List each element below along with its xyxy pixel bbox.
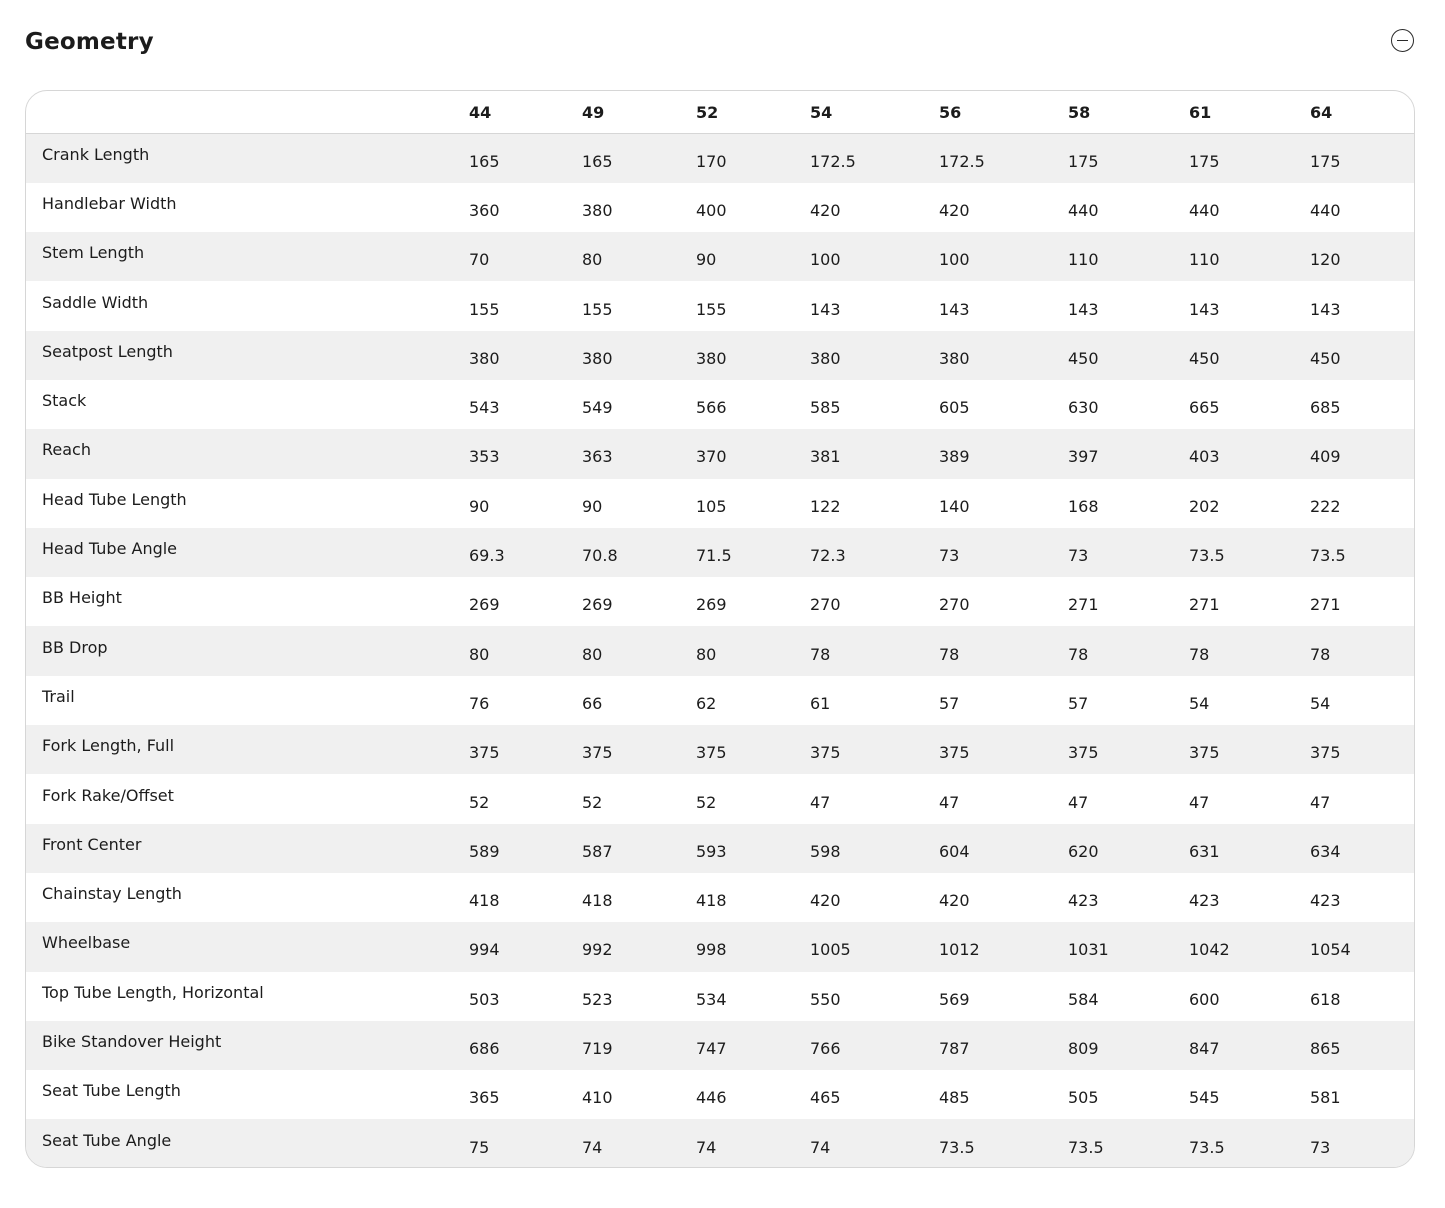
table-row: [26, 1021, 1415, 1070]
table-cell: 222: [1310, 496, 1341, 516]
table-cell: 465: [810, 1088, 841, 1108]
table-cell: 998: [696, 940, 727, 960]
table-cell: 545: [1189, 1088, 1220, 1108]
table-cell: 505: [1068, 1088, 1099, 1108]
table-cell: 47: [810, 792, 831, 812]
table-cell: 566: [696, 398, 727, 418]
table-row: [26, 232, 1415, 281]
section-title: Geometry: [25, 29, 154, 55]
table-cell: 80: [582, 250, 603, 270]
row-label: Fork Length, Full: [42, 736, 175, 756]
table-cell: 271: [1189, 595, 1220, 615]
table-cell: 78: [1189, 644, 1210, 664]
table-cell: 74: [696, 1137, 717, 1157]
table-cell: 747: [696, 1038, 727, 1058]
table-cell: 1031: [1068, 940, 1109, 960]
table-cell: 375: [939, 743, 970, 763]
table-cell: 593: [696, 841, 727, 861]
table-cell: 380: [582, 348, 613, 368]
table-cell: 175: [1068, 151, 1099, 171]
table-cell: 140: [939, 496, 970, 516]
size-header-cell: 49: [582, 91, 696, 134]
table-cell: 122: [810, 496, 841, 516]
table-cell: 69.3: [469, 546, 505, 566]
table-cell: 52: [469, 792, 490, 812]
table-cell: 110: [1189, 250, 1220, 270]
table-cell: 170: [696, 151, 727, 171]
table-cell: 665: [1189, 398, 1220, 418]
table-cell: 375: [696, 743, 727, 763]
table-cell: 62: [696, 693, 717, 713]
table-cell: 420: [939, 891, 970, 911]
row-label: Head Tube Angle: [42, 539, 178, 559]
table-cell: 76: [469, 693, 490, 713]
table-cell: 269: [696, 595, 727, 615]
row-label: Top Tube Length, Horizontal: [42, 982, 264, 1002]
table-cell: 618: [1310, 989, 1341, 1009]
table-cell: 865: [1310, 1038, 1341, 1058]
table-cell: 47: [1068, 792, 1089, 812]
row-label: Chainstay Length: [42, 884, 182, 904]
table-cell: 120: [1310, 250, 1341, 270]
table-cell: 423: [1068, 891, 1099, 911]
table-cell: 620: [1068, 841, 1099, 861]
table-cell: 73: [1310, 1137, 1331, 1157]
table-cell: 423: [1189, 891, 1220, 911]
table-cell: 380: [582, 200, 613, 220]
table-cell: 418: [696, 891, 727, 911]
table-cell: 1054: [1310, 940, 1351, 960]
table-cell: 630: [1068, 398, 1099, 418]
table-cell: 80: [582, 644, 603, 664]
table-cell: 420: [939, 200, 970, 220]
table-cell: 54: [1310, 693, 1331, 713]
table-cell: 400: [696, 200, 727, 220]
table-cell: 534: [696, 989, 727, 1009]
table-cell: 143: [1068, 299, 1099, 319]
row-label: Stack: [42, 391, 87, 411]
table-row: [26, 281, 1415, 330]
table-cell: 155: [696, 299, 727, 319]
table-cell: 168: [1068, 496, 1099, 516]
row-label: Head Tube Length: [42, 489, 187, 509]
row-label: Reach: [42, 440, 91, 460]
table-cell: 363: [582, 447, 613, 467]
table-cell: 175: [1310, 151, 1341, 171]
table-row: [26, 429, 1415, 478]
row-label: Bike Standover Height: [42, 1031, 222, 1051]
table-cell: 375: [582, 743, 613, 763]
table-cell: 61: [810, 693, 831, 713]
header-label-cell: [26, 91, 469, 134]
table-cell: 47: [939, 792, 960, 812]
row-label: BB Height: [42, 588, 122, 608]
table-cell: 389: [939, 447, 970, 467]
table-cell: 485: [939, 1088, 970, 1108]
table-row: [26, 479, 1415, 528]
table-cell: 523: [582, 989, 613, 1009]
table-cell: 202: [1189, 496, 1220, 516]
table-cell: 440: [1068, 200, 1099, 220]
table-cell: 450: [1068, 348, 1099, 368]
table-cell: 70.8: [582, 546, 618, 566]
table-cell: 155: [582, 299, 613, 319]
row-label: Crank Length: [42, 144, 150, 164]
table-cell: 72.3: [810, 546, 846, 566]
table-cell: 809: [1068, 1038, 1099, 1058]
size-header-cell: 44: [469, 91, 582, 134]
table-cell: 73.5: [939, 1137, 975, 1157]
table-cell: 73.5: [1310, 546, 1346, 566]
table-cell: 585: [810, 398, 841, 418]
table-cell: 719: [582, 1038, 613, 1058]
table-cell: 155: [469, 299, 500, 319]
table-row: [26, 183, 1415, 232]
table-cell: 100: [939, 250, 970, 270]
collapse-button[interactable]: [1391, 29, 1414, 52]
table-cell: 90: [469, 496, 490, 516]
table-cell: 686: [469, 1038, 500, 1058]
row-label: Seatpost Length: [42, 341, 173, 361]
table-cell: 80: [696, 644, 717, 664]
table-cell: 70: [469, 250, 490, 270]
table-cell: 375: [810, 743, 841, 763]
table-cell: 409: [1310, 447, 1341, 467]
table-cell: 143: [1189, 299, 1220, 319]
size-header-cell: 64: [1310, 91, 1415, 134]
table-cell: 605: [939, 398, 970, 418]
table-cell: 375: [1189, 743, 1220, 763]
table-cell: 143: [810, 299, 841, 319]
table-cell: 992: [582, 940, 613, 960]
table-row: [26, 1119, 1415, 1168]
table-cell: 397: [1068, 447, 1099, 467]
table-cell: 365: [469, 1088, 500, 1108]
table-cell: 73: [1068, 546, 1089, 566]
geometry-table: [26, 91, 1415, 1168]
table-cell: 143: [1310, 299, 1341, 319]
table-cell: 418: [582, 891, 613, 911]
row-label: Handlebar Width: [42, 193, 177, 213]
table-cell: 90: [582, 496, 603, 516]
table-cell: 74: [810, 1137, 831, 1157]
table-cell: 73.5: [1189, 546, 1225, 566]
table-cell: 270: [939, 595, 970, 615]
table-cell: 1042: [1189, 940, 1230, 960]
table-cell: 71.5: [696, 546, 732, 566]
table-cell: 634: [1310, 841, 1341, 861]
table-cell: 380: [810, 348, 841, 368]
table-cell: 440: [1189, 200, 1220, 220]
table-cell: 380: [939, 348, 970, 368]
table-cell: 600: [1189, 989, 1220, 1009]
table-cell: 100: [810, 250, 841, 270]
table-row: [26, 1070, 1415, 1119]
table-cell: 73: [939, 546, 960, 566]
row-label: Front Center: [42, 834, 142, 854]
table-cell: 78: [1068, 644, 1089, 664]
table-row: [26, 725, 1415, 774]
table-cell: 766: [810, 1038, 841, 1058]
table-cell: 80: [469, 644, 490, 664]
row-label: Stem Length: [42, 243, 145, 263]
table-row: [26, 380, 1415, 429]
table-cell: 175: [1189, 151, 1220, 171]
table-cell: 73.5: [1189, 1137, 1225, 1157]
header-row: [26, 91, 1415, 134]
table-cell: 375: [469, 743, 500, 763]
table-cell: 269: [469, 595, 500, 615]
table-cell: 110: [1068, 250, 1099, 270]
table-row: [26, 972, 1415, 1021]
row-label: Seat Tube Length: [42, 1081, 181, 1101]
table-cell: 380: [469, 348, 500, 368]
table-cell: 269: [582, 595, 613, 615]
table-cell: 78: [810, 644, 831, 664]
table-cell: 143: [939, 299, 970, 319]
table-cell: 410: [582, 1088, 613, 1108]
table-cell: 420: [810, 891, 841, 911]
table-cell: 994: [469, 940, 500, 960]
table-cell: 74: [582, 1137, 603, 1157]
table-row: [26, 577, 1415, 626]
table-cell: 375: [1310, 743, 1341, 763]
table-row: [26, 824, 1415, 873]
table-cell: 787: [939, 1038, 970, 1058]
row-label: Saddle Width: [42, 292, 149, 312]
table-cell: 57: [1068, 693, 1089, 713]
table-cell: 381: [810, 447, 841, 467]
table-cell: 440: [1310, 200, 1341, 220]
table-cell: 581: [1310, 1088, 1341, 1108]
table-cell: 165: [469, 151, 500, 171]
table-cell: 78: [1310, 644, 1331, 664]
table-cell: 47: [1189, 792, 1210, 812]
geometry-table-container: [25, 90, 1415, 1168]
table-cell: 598: [810, 841, 841, 861]
table-cell: 172.5: [810, 151, 856, 171]
table-cell: 165: [582, 151, 613, 171]
table-cell: 52: [696, 792, 717, 812]
table-cell: 271: [1310, 595, 1341, 615]
table-cell: 450: [1189, 348, 1220, 368]
table-cell: 57: [939, 693, 960, 713]
table-cell: 271: [1068, 595, 1099, 615]
table-row: [26, 528, 1415, 577]
minus-circle-icon: [1397, 40, 1408, 42]
table-cell: 78: [939, 644, 960, 664]
table-cell: 847: [1189, 1038, 1220, 1058]
table-cell: 105: [696, 496, 727, 516]
table-cell: 503: [469, 989, 500, 1009]
table-row: [26, 774, 1415, 823]
table-cell: 604: [939, 841, 970, 861]
table-cell: 75: [469, 1137, 490, 1157]
size-header-cell: 54: [810, 91, 939, 134]
table-row: [26, 134, 1415, 183]
table-cell: 353: [469, 447, 500, 467]
table-row: [26, 676, 1415, 725]
table-body: [26, 134, 1415, 1169]
row-label: BB Drop: [42, 637, 108, 657]
table-cell: 172.5: [939, 151, 985, 171]
table-cell: 446: [696, 1088, 727, 1108]
table-cell: 360: [469, 200, 500, 220]
table-cell: 584: [1068, 989, 1099, 1009]
table-cell: 418: [469, 891, 500, 911]
size-header-cell: 52: [696, 91, 810, 134]
table-cell: 1012: [939, 940, 980, 960]
table-cell: 450: [1310, 348, 1341, 368]
table-cell: 47: [1310, 792, 1331, 812]
table-cell: 550: [810, 989, 841, 1009]
table-cell: 73.5: [1068, 1137, 1104, 1157]
table-row: [26, 626, 1415, 675]
size-header-cell: 61: [1189, 91, 1310, 134]
table-cell: 685: [1310, 398, 1341, 418]
table-cell: 631: [1189, 841, 1220, 861]
table-row: [26, 922, 1415, 971]
row-label: Trail: [42, 686, 75, 706]
table-cell: 543: [469, 398, 500, 418]
table-cell: 403: [1189, 447, 1220, 467]
table-cell: 66: [582, 693, 603, 713]
row-label: Fork Rake/Offset: [42, 785, 174, 805]
table-cell: 54: [1189, 693, 1210, 713]
size-header-cell: 58: [1068, 91, 1189, 134]
table-cell: 423: [1310, 891, 1341, 911]
table-cell: 549: [582, 398, 613, 418]
table-cell: 420: [810, 200, 841, 220]
size-header-cell: 56: [939, 91, 1068, 134]
table-cell: 370: [696, 447, 727, 467]
row-label: Seat Tube Angle: [42, 1130, 172, 1150]
table-cell: 380: [696, 348, 727, 368]
table-cell: 270: [810, 595, 841, 615]
table-cell: 375: [1068, 743, 1099, 763]
table-cell: 1005: [810, 940, 851, 960]
table-cell: 90: [696, 250, 717, 270]
row-label: Wheelbase: [42, 933, 131, 953]
table-cell: 589: [469, 841, 500, 861]
table-row: [26, 873, 1415, 922]
table-row: [26, 331, 1415, 380]
table-cell: 587: [582, 841, 613, 861]
table-cell: 52: [582, 792, 603, 812]
table-cell: 569: [939, 989, 970, 1009]
